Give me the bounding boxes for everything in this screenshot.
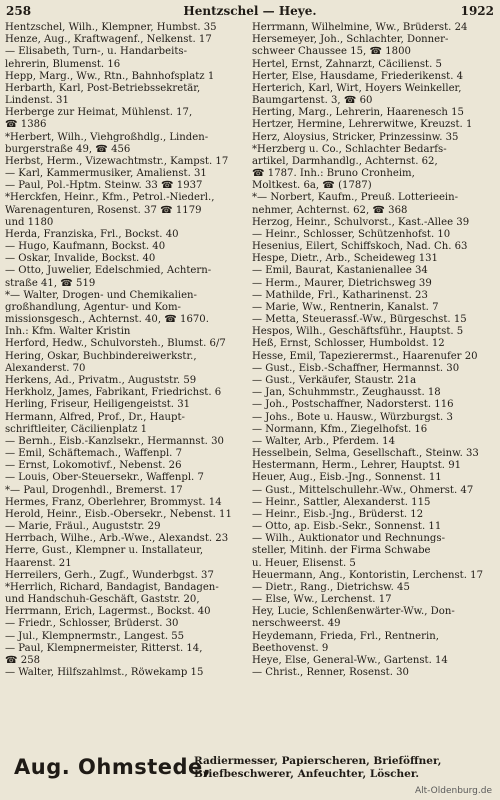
directory-entry-line: Inh.: Kfm. Walter Kristin <box>5 326 131 338</box>
directory-entry-line: Herzog, Heinr., Schulvorst., Kast.-Allee 39 <box>252 216 470 228</box>
directory-entry-line: nerschweerst. 49 <box>252 618 341 630</box>
directory-entry-line: Baumgartenst. 3, ☎ 60 <box>252 95 373 107</box>
directory-entry-line: Herre, Gust., Klempner u. Installateur, <box>5 545 204 557</box>
directory-entry-line: — Dietr., Rang., Dietrichsw. 45 <box>252 581 410 593</box>
directory-entry-line: Lindenst. 31 <box>5 95 69 107</box>
ad-products <box>194 755 494 781</box>
directory-entry-line: — Wilh., Auktionator und Rechnungs- <box>252 533 445 545</box>
directory-entry-line: Herter, Else, Hausdame, Friederikenst. 4 <box>252 70 464 82</box>
directory-entry-line: Herz, Aloysius, Stricker, Prinzessinw. 35 <box>252 131 459 143</box>
directory-entry-line: — Emil, Baurat, Kastanienallee 34 <box>252 265 428 277</box>
directory-entry-line: Hesenius, Eilert, Schiffskoch, Nad. Ch. 63 <box>252 241 468 253</box>
directory-entry-line: — Walter, Arb., Pferdem. 14 <box>252 435 396 447</box>
directory-entry-line: Herrbach, Wilhe., Arb.-Wwe., Alexandst. 23 <box>5 533 229 545</box>
directory-entry-line: — Heinr., Sattler, Alexanderst. 115 <box>252 496 431 508</box>
directory-entry-line: Herrmann, Erich, Lagermst., Bockst. 40 <box>5 606 211 618</box>
ad-company-name: Aug. Ohmstede, <box>14 755 212 779</box>
directory-entry-line: Herkens, Ad., Privatm., Auguststr. 59 <box>5 374 197 386</box>
directory-entry-line: lehrerin, Blumenst. 16 <box>5 58 121 70</box>
directory-entry-line: Hespe, Dietr., Arb., Scheideweg 131 <box>252 253 438 265</box>
year-label: 1922 <box>460 4 494 18</box>
directory-entry-line: — Else, Ww., Lerchenst. 17 <box>252 594 392 606</box>
directory-entry-line: Warenagenturen, Rosenst. 37 ☎ 1179 <box>5 204 202 216</box>
directory-entry-line: schweer Chaussee 15, ☎ 1800 <box>252 46 411 58</box>
directory-entry-line: Beethovenst. 9 <box>252 642 329 654</box>
directory-entry-line: — Paul, Klempnermeister, Ritterst. 14, <box>5 642 203 654</box>
directory-entry-line: Hermes, Franz, Oberlehrer, Brommyst. 14 <box>5 496 222 508</box>
directory-entry-line: Hesselbein, Selma, Gesellschaft., Steinw. 33 <box>252 448 479 460</box>
advertisement-banner <box>6 752 494 796</box>
page-number: 258 <box>6 4 32 18</box>
directory-entry-line: Hey, Lucie, Schlenßenwärter-Ww., Don- <box>252 606 455 618</box>
directory-entry-line: Herterich, Karl, Wirt, Hoyers Weinkeller, <box>252 82 462 94</box>
directory-entry-line: straße 41, ☎ 519 <box>5 277 96 289</box>
directory-entry-line: Hepp, Marg., Ww., Rtn., Bahnhofsplatz 1 <box>5 70 215 82</box>
directory-entry-line: und 1180 <box>5 216 54 228</box>
ad-products-line: Radiermesser, Papierscheren, Brieföffner, <box>194 755 442 767</box>
ad-products-line: Briefbeschwerer, Anfeuchter, Löscher. <box>194 768 420 780</box>
directory-entry-line: — Normann, Kfm., Ziegelhofst. 16 <box>252 423 428 435</box>
directory-entry-line: *— Walter, Drogen- und Chemikalien- <box>5 289 197 301</box>
page-header <box>6 4 494 20</box>
directory-entry-line: ☎ 1787. Inh.: Bruno Cronheim, <box>252 168 415 180</box>
directory-entry-line: Haarenst. 21 <box>5 557 72 569</box>
directory-entry-line: — Otto, Juwelier, Edelschmied, Achtern- <box>5 265 212 277</box>
directory-entry-line: Herrmann, Wilhelmine, Ww., Brüderst. 24 <box>252 22 468 33</box>
directory-entry-line: — Bernh., Eisb.-Kanzlsekr., Hermannst. 30 <box>5 435 224 447</box>
directory-entry-line: Herreilers, Gerh., Zugf., Wunderbgst. 37 <box>5 569 214 581</box>
directory-entry-line: — Louis, Ober-Steuersekr., Waffenpl. 7 <box>5 472 204 484</box>
directory-entry-line: ☎ 258 <box>5 654 41 666</box>
directory-entry-line: — Oskar, Invalide, Bockst. 40 <box>5 253 156 265</box>
directory-entry-line: Hespos, Wilh., Geschäftsführ., Hauptst. 5 <box>252 326 464 338</box>
directory-entry-line: — Paul, Pol.-Hptm. Steinw. 33 ☎ 1937 <box>5 180 203 192</box>
directory-entry-line: — Gust., Verkäufer, Staustr. 21a <box>252 374 417 386</box>
directory-entry-line: Herkholz, James, Fabrikant, Friedrichst. 6 <box>5 387 222 399</box>
directory-entry-line: Moltkest. 6a, ☎ (1787) <box>252 180 372 192</box>
directory-entry-line: Herling, Friseur, Heiligengeistst. 31 <box>5 399 191 411</box>
directory-entry-line: Hertzer, Hermine, Lehrerwitwe, Kreuzst. 1 <box>252 119 473 131</box>
directory-entry-line: und Handschuh-Geschäft, Gaststr. 20, <box>5 594 200 606</box>
directory-entry-line: — Jan, Schuhmmstr., Zeughausst. 18 <box>252 387 441 399</box>
right-column <box>252 22 495 679</box>
directory-entry-line: Hersemeyer, Joh., Schlachter, Donner- <box>252 34 449 46</box>
directory-entry-line: *— Paul, Drogenhdl., Bremerst. 17 <box>5 484 183 496</box>
directory-entry-line: — Herm., Maurer, Dietrichsweg 39 <box>252 277 432 289</box>
directory-entry-line: artikel, Darmhandlg., Achternst. 62, <box>252 155 438 167</box>
directory-entry-line: Herberge zur Heimat, Mühlenst. 17, <box>5 107 193 119</box>
directory-entry-line: großhandlung, Agentur- und Kom- <box>5 301 181 313</box>
directory-entry-line: *Herckfen, Heinr., Kfm., Petrol.-Niederl., <box>5 192 215 204</box>
directory-entry-line: — Metta, Steuerassf.-Ww., Bürgeschst. 15 <box>252 314 467 326</box>
directory-entry-line: Hertel, Ernst, Zahnarzt, Cäcilienst. 5 <box>252 58 442 70</box>
directory-entry-line: — Emil, Schäftemach., Waffenpl. 7 <box>5 448 183 460</box>
directory-entry-line: u. Heuer, Elisenst. 5 <box>252 557 356 569</box>
directory-entry-line: burgerstraße 49, ☎ 456 <box>5 143 131 155</box>
directory-entry-line: *Herrlich, Richard, Bandagist, Bandagen- <box>5 581 219 593</box>
directory-entry-line: — Jul., Klempnermstr., Langest. 55 <box>5 630 185 642</box>
directory-entry-line: schriftleiter, Cäcilienplatz 1 <box>5 423 148 435</box>
directory-entry-line: nehmer, Achternst. 62, ☎ 368 <box>252 204 408 216</box>
directory-entry-line: — Gust., Eisb.-Schaffner, Hermannst. 30 <box>252 362 460 374</box>
directory-entry-line: — Ernst, Lokomotivf., Nebenst. 26 <box>5 460 182 472</box>
directory-entry-line: — Mathilde, Frl., Katharinenst. 23 <box>252 289 428 301</box>
directory-entry-line: *— Norbert, Kaufm., Preuß. Lotterieein- <box>252 192 459 204</box>
directory-entry-line: — Heinr., Schlosser, Schützenhofst. 10 <box>252 228 451 240</box>
directory-entry-line: Alexanderst. 70 <box>5 362 86 374</box>
directory-entry-line: Herbst, Herm., Vizewachtmstr., Kampst. 17 <box>5 155 229 167</box>
directory-entry-line: ☎ 1386 <box>5 119 47 131</box>
directory-entry-line: — Hugo, Kaufmann, Bockst. 40 <box>5 241 166 253</box>
left-column <box>5 22 248 679</box>
directory-entry-line: Heydemann, Frieda, Frl., Rentnerin, <box>252 630 439 642</box>
directory-entry-line: Herold, Heinr., Eisb.-Obersekr., Nebenst. 11 <box>5 508 232 520</box>
directory-entry-line: — Otto, ap. Eisb.-Sekr., Sonnenst. 11 <box>252 521 442 533</box>
directory-entry-line: — Marie, Fräul., Auguststr. 29 <box>5 521 161 533</box>
directory-entry-line: missionsgesch., Achternst. 40, ☎ 1670. <box>5 314 209 326</box>
directory-entry-line: — Karl, Kammermusiker, Amalienst. 31 <box>5 168 207 180</box>
running-title: Hentzschel — Heye. <box>183 4 317 18</box>
directory-entry-line: Heß, Ernst, Schlosser, Humboldst. 12 <box>252 338 445 350</box>
directory-entry-line: Heye, Else, General-Ww., Gartenst. 14 <box>252 654 448 666</box>
directory-entry-line: — Heinr., Eisb.-Jng., Brüderst. 12 <box>252 508 424 520</box>
directory-entry-line: — Walter, Hilfszahlmst., Röwekamp 15 <box>5 667 204 679</box>
directory-entry-line: — Friedr., Schlosser, Brüderst. 30 <box>5 618 179 630</box>
directory-entry-line: steller, Mitinh. der Firma Schwabe <box>252 545 431 557</box>
directory-entry-line: — Christ., Renner, Rosenst. 30 <box>252 667 409 679</box>
directory-entry-line: Hestermann, Herm., Lehrer, Hauptst. 91 <box>252 460 462 472</box>
watermark: Alt-Oldenburg.de <box>414 786 492 796</box>
directory-entry-line: — Gust., Mittelschullehr.-Ww., Ohmerst. 47 <box>252 484 474 496</box>
directory-entry-line: Heuer, Aug., Eisb.-Jng., Sonnenst. 11 <box>252 472 442 484</box>
directory-entry-line: — Joh., Postschaffner, Nadorsterst. 116 <box>252 399 454 411</box>
directory-entry-line: — Johs., Bote u. Hausw., Würzburgst. 3 <box>252 411 453 423</box>
directory-entry-line: Herda, Franziska, Frl., Bockst. 40 <box>5 228 179 240</box>
directory-entry-line: Hering, Oskar, Buchbindereiwerkstr., <box>5 350 197 362</box>
directory-entry-line: *Herbert, Wilh., Viehgroßhdlg., Linden- <box>5 131 209 143</box>
directory-entry-line: Hermann, Alfred, Prof., Dr., Haupt- <box>5 411 185 423</box>
directory-entry-line: — Elisabeth, Turn-, u. Handarbeits- <box>5 46 187 58</box>
directory-entry-line: Herting, Marg., Lehrerin, Haarenesch 15 <box>252 107 464 119</box>
directory-entry-line: Heuermann, Ang., Kontoristin, Lerchenst. 17 <box>252 569 484 581</box>
directory-entry-line: — Marie, Ww., Rentnerin, Kanalst. 7 <box>252 301 439 313</box>
directory-entry-line: Herbarth, Karl, Post-Betriebssekretär, <box>5 82 201 94</box>
directory-entry-line: Hentzschel, Wilh., Klempner, Humbst. 35 <box>5 22 217 33</box>
directory-entry-line: *Herzberg u. Co., Schlachter Bedarfs- <box>252 143 447 155</box>
directory-entry-line: Hesse, Emil, Tapezierermst., Haarenufer 20 <box>252 350 478 362</box>
directory-entry-line: Herford, Hedw., Schulvorsteh., Blumst. 6/7 <box>5 338 226 350</box>
directory-entry-line: Henze, Aug., Kraftwagenf., Nelkenst. 17 <box>5 34 212 46</box>
